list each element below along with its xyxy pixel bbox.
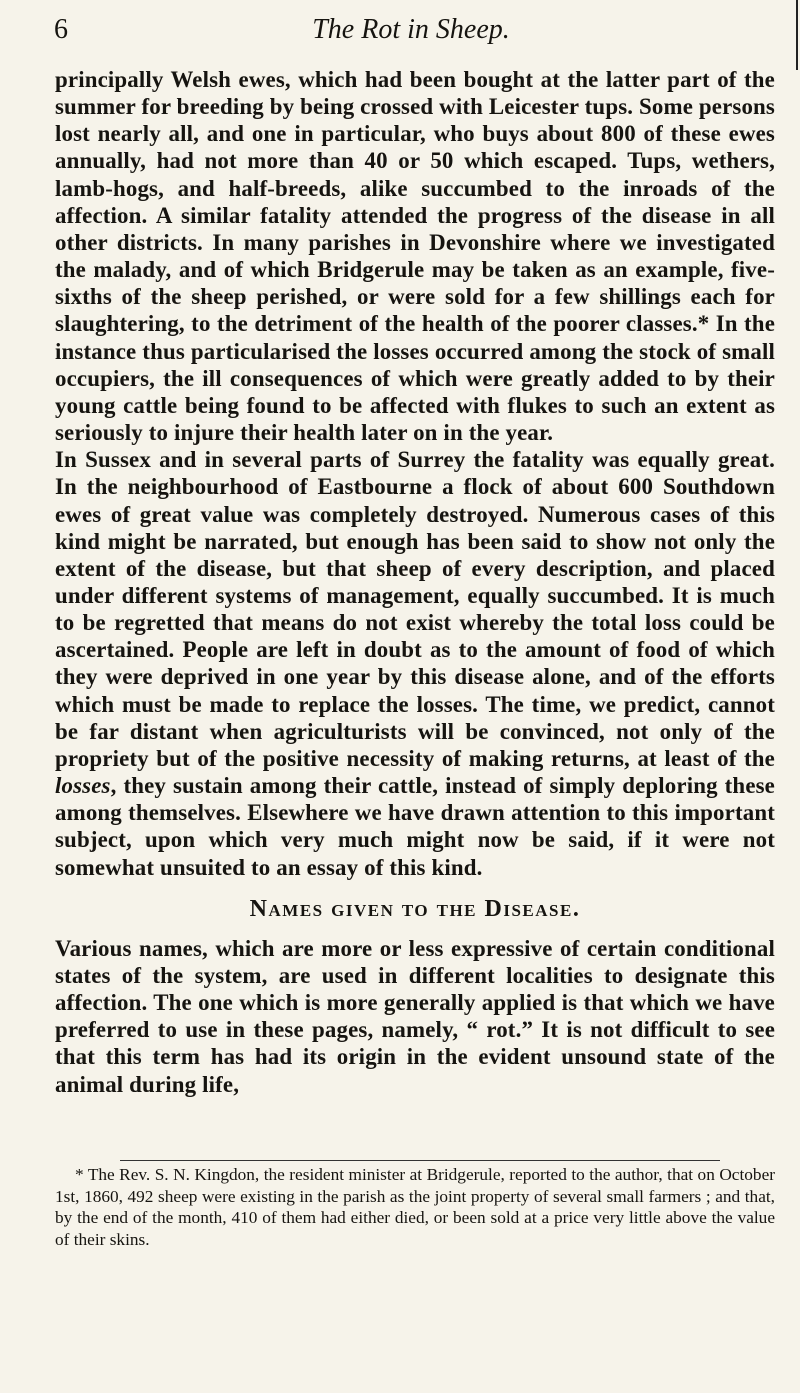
footnote: * The Rev. S. N. Kingdon, the resident minister at Bridgerule, reported to the author, that on October 1st, 1860, 492 sheep were existing in the parish as the joint property of several small farmers ; and that, by the end of the month, 410 of them had either died, or been sold at a price very little above the value of their skins. xyxy=(55,1165,775,1249)
paragraph: principally Welsh ewes, which had been bought at the latter part of the summer for breeding by being crossed with Leicester tups. Some persons lost nearly all, and one in particular, who buys about 800 of these ewes annually, had not more than 40 or 50 which escaped. Tups, wethers, lamb-hogs, and half-breeds, alike succumbed to the inroads of the affection. A similar fatality attended the progress of the disease in all other districts. In many parishes in Devonshire where we investigated the malady, and of which Bridgerule may be taken as an example, five-sixths of the sheep perished, or were sold for a few shillings each for slaughtering, to the detriment of the health of the poorer classes.* In the instance thus particularised the losses occurred among the stock of small occupiers, the ill consequences of which were greatly added to by their young cattle being found to be affected with flukes to such an extent as seriously to injure their health later on in the year. xyxy=(55,67,775,446)
running-title: The Rot in Sheep. xyxy=(312,14,510,45)
section-heading: Names given to the Disease. xyxy=(249,895,581,922)
body-text xyxy=(55,66,775,1098)
paragraph: Various names, which are more or less expressive of certain conditional states of the system, are used in different localities to designate this affection. The one which is more generally applied is that which we have preferred to use in these pages, namely, “ rot.” It is not difficult to see that this term has had its origin in the evident unsound state of the animal during life, xyxy=(55,935,775,1097)
paragraph-text: In Sussex and in several parts of Surrey the fatality was equally great. In the neighbourhood of Eastbourne a flock of about 600 Southdown ewes of great value was completely destroyed. Numerous cases of this kind might be narrated, but enough has been said to show not only the extent of the disease, but that sheep of every description, and placed under different systems of management, equally succumbed. It is much to be regretted that means do not exist whereby the total loss could be ascertained. People are left in doubt as to the amount of food of which they were deprived in one year by this disease alone, and of the efforts which must be made to replace the losses. The time, we predict, cannot be far distant when agriculturists will be convinced, not only of the propriety but of the positive necessity of making returns, at least of the xyxy=(55,447,775,771)
page-number: 6 xyxy=(54,14,68,45)
footnote-rule xyxy=(120,1160,720,1161)
paragraph-text: , they sustain among their cattle, instead of simply deploring these among themselves. Elsewhere we have drawn attention to this important subject, upon which very much might now be said, if it were not somewhat unsuited to an essay of this kind. xyxy=(55,773,775,880)
page-header xyxy=(52,10,770,50)
emphasis-text: losses xyxy=(55,773,111,799)
page-edge-line xyxy=(796,0,798,70)
paragraph xyxy=(55,446,775,881)
